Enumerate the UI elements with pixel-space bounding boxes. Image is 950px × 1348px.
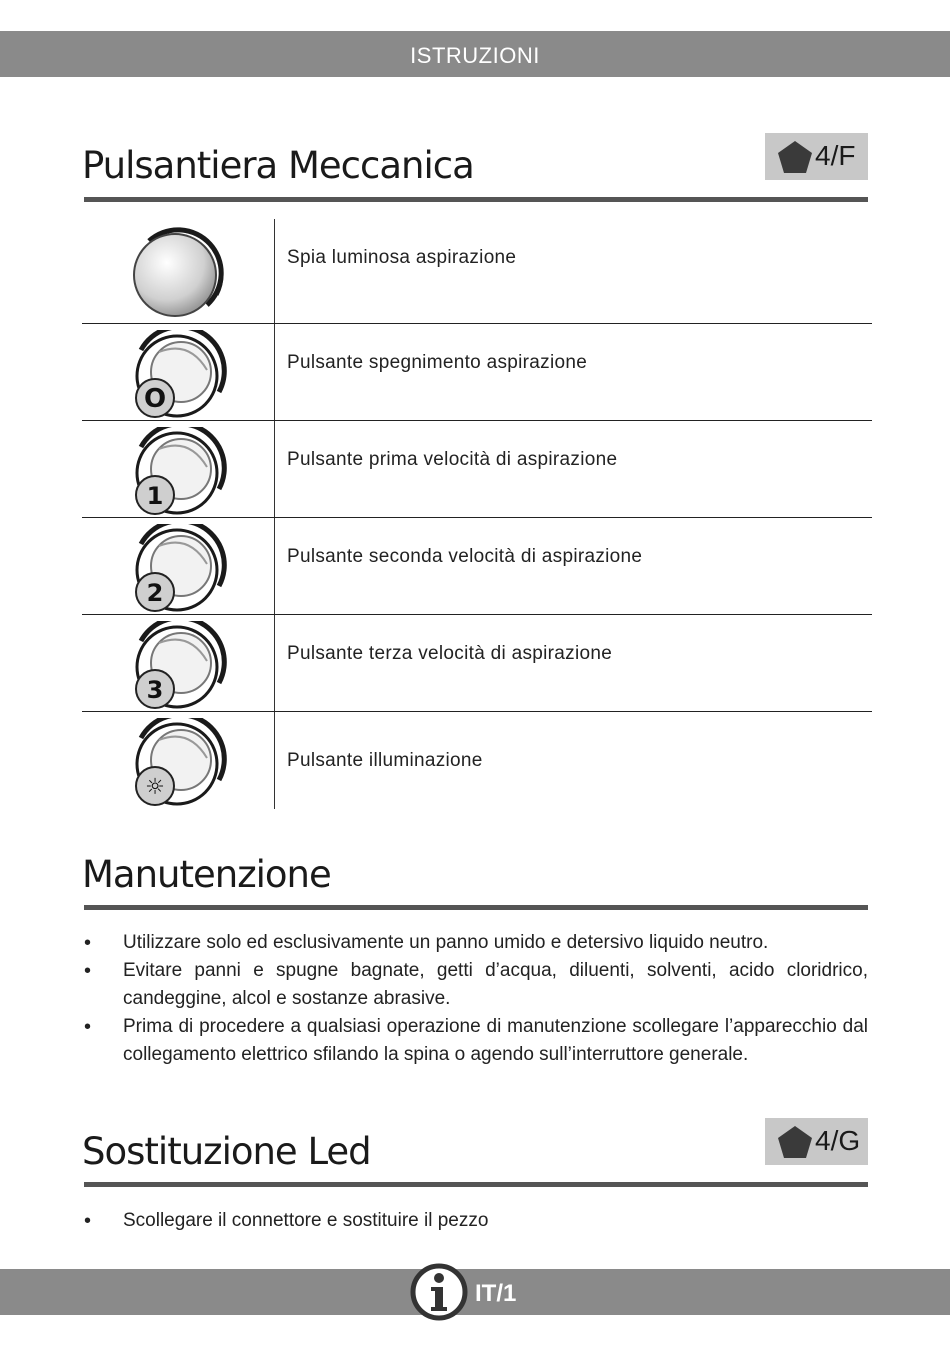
section-title-led: Sostituzione Led bbox=[82, 1130, 371, 1173]
button-3-icon bbox=[129, 621, 229, 713]
badge-4f bbox=[765, 133, 868, 180]
header-bar bbox=[0, 31, 950, 77]
table-row bbox=[82, 421, 872, 518]
row-label: Pulsante terza velocità di aspirazione bbox=[287, 643, 613, 664]
svg-text:2: 2 bbox=[146, 579, 164, 607]
row-label: Pulsante prima velocità di aspirazione bbox=[287, 449, 618, 470]
pentagon-icon bbox=[777, 1125, 813, 1159]
row-label: Pulsante seconda velocità di aspirazione bbox=[287, 546, 643, 567]
table-row bbox=[82, 518, 872, 615]
row-label: Pulsante spegnimento aspirazione bbox=[287, 352, 588, 373]
svg-text:O: O bbox=[143, 384, 167, 414]
section-rule bbox=[84, 197, 868, 202]
button-1-icon bbox=[129, 427, 229, 519]
button-light-icon bbox=[129, 718, 229, 810]
badge-label: 4/G bbox=[815, 1125, 861, 1156]
svg-text:☼: ☼ bbox=[145, 775, 165, 800]
list-item: • Prima di procedere a qualsiasi operazione di manutenzione scollegare l’apparecchio dal collegamento elettrico sfilando la spina o agendo sull’interruttore generale. bbox=[82, 1013, 868, 1069]
table-row bbox=[82, 324, 872, 421]
pentagon-icon bbox=[777, 140, 813, 174]
section-title-manutenzione: Manutenzione bbox=[82, 853, 331, 896]
list-item: • Evitare panni e spugne bagnate, getti d’acqua, diluenti, solventi, acido cloridrico, candeggine, alcol e sostanze abrasive. bbox=[82, 957, 868, 1013]
light-indicator-icon bbox=[129, 225, 229, 321]
button-off-icon bbox=[129, 330, 229, 422]
table-row bbox=[82, 615, 872, 712]
maintenance-list bbox=[82, 929, 868, 1069]
svg-text:1: 1 bbox=[146, 482, 164, 510]
table-row bbox=[82, 219, 872, 324]
section-rule bbox=[84, 905, 868, 910]
led-list bbox=[82, 1207, 868, 1235]
button-2-icon bbox=[129, 524, 229, 616]
header-title: ISTRUZIONI bbox=[410, 43, 540, 68]
row-label: Pulsante illuminazione bbox=[287, 750, 483, 771]
list-item: • Utilizzare solo ed esclusivamente un panno umido e detersivo liquido neutro. bbox=[82, 929, 868, 957]
row-label: Spia luminosa aspirazione bbox=[287, 247, 517, 268]
section-rule bbox=[84, 1182, 868, 1187]
button-table bbox=[82, 219, 872, 809]
badge-label: 4/F bbox=[815, 140, 856, 171]
info-icon bbox=[410, 1263, 468, 1321]
table-row bbox=[82, 712, 872, 809]
list-item: • Scollegare il connettore e sostituire il pezzo bbox=[82, 1207, 868, 1235]
svg-text:3: 3 bbox=[146, 676, 164, 704]
section-title-pulsantiera: Pulsantiera Meccanica bbox=[82, 144, 474, 187]
page-number: IT/1 bbox=[475, 1280, 517, 1307]
badge-4g bbox=[765, 1118, 868, 1165]
